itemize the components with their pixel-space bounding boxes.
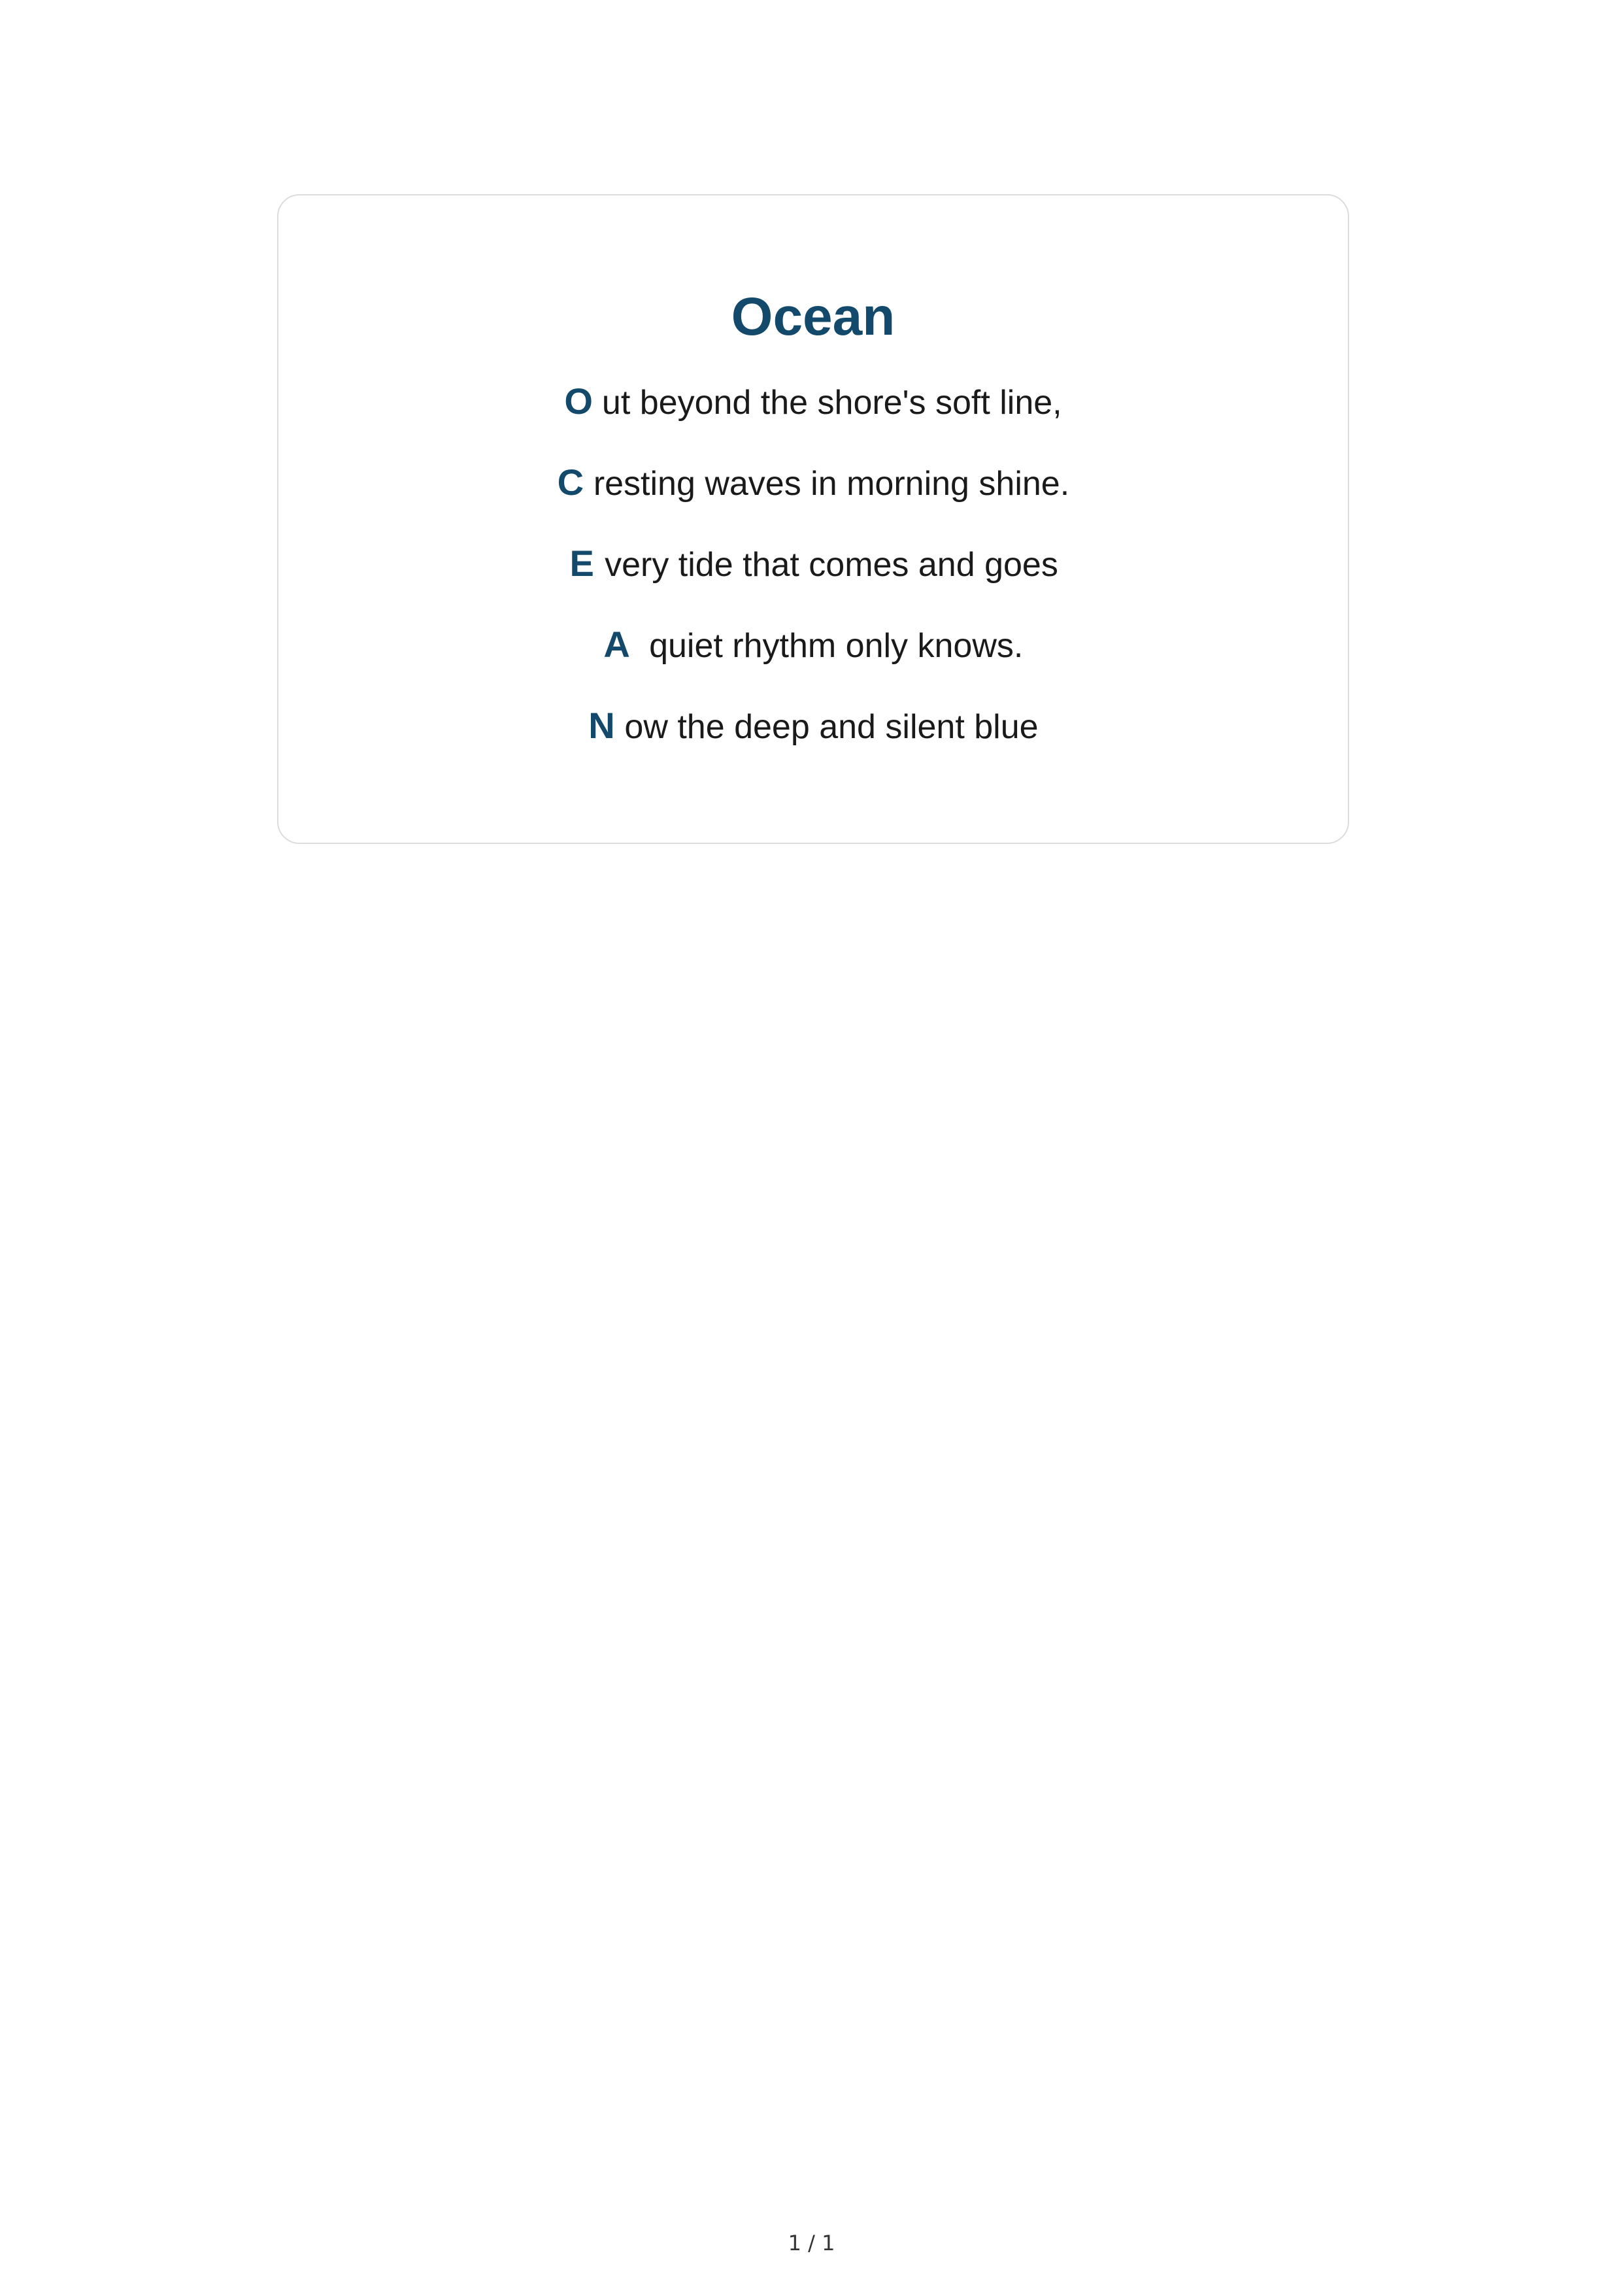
line-text: ut beyond the shore's soft line, <box>601 384 1062 422</box>
poem-line <box>278 625 1348 706</box>
acrostic-initial: N <box>588 705 615 746</box>
page-indicator: 1 / 1 <box>788 2231 835 2255</box>
line-text: ow the deep and silent blue <box>624 708 1039 746</box>
acrostic-initial: O <box>564 380 593 422</box>
acrostic-initial: E <box>569 543 594 584</box>
line-text: resting waves in morning shine. <box>593 465 1070 503</box>
line-text: very tide that comes and goes <box>605 546 1058 584</box>
poem-line <box>278 706 1348 787</box>
poem-line <box>278 544 1348 625</box>
poem-line <box>278 463 1348 544</box>
poem-title: Ocean <box>731 287 895 346</box>
line-text: quiet rhythm only knows. <box>639 627 1024 665</box>
acrostic-initial: C <box>557 462 584 503</box>
poem-lines <box>278 382 1348 787</box>
poem-card <box>277 194 1349 844</box>
poem-line <box>278 382 1348 463</box>
acrostic-initial: A <box>603 624 630 665</box>
